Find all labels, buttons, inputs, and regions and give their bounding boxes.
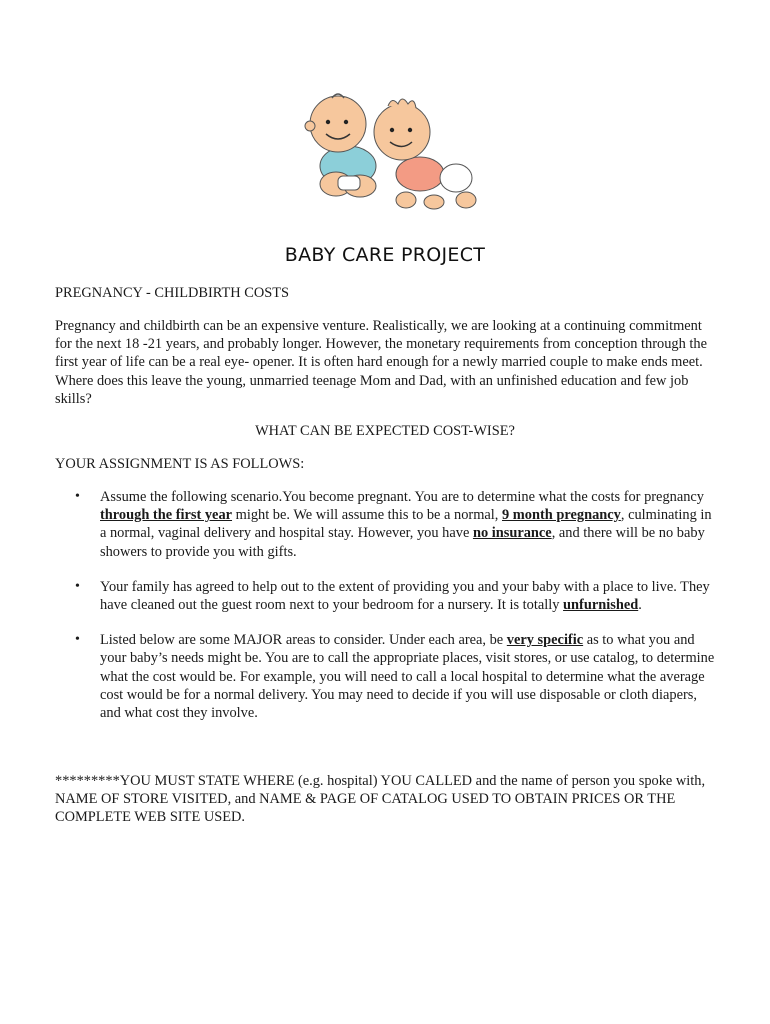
bullet1-text: , culminating in a normal, vaginal delivery and hospital stay. However, you have [100,507,712,542]
requirement-note: *********YOU MUST STATE WHERE (e.g. hospital) YOU CALLED and the name of person you spoke with, NAME OF STORE VISITED, and NAME & PAGE OF CATALOG USED TO OBTAIN PRICES OR THE COMPLETE WEB SITE USED. [55,773,706,826]
bullet1-text: might be. We will assume this to be a normal, [232,507,502,524]
bullet2-text: . [638,597,642,614]
emphasis-no-insurance: no insurance [472,525,552,542]
section-subtitle: PREGNANCY - CHILDBIRTH COSTS [55,285,290,301]
bullet2-text: Your family has agreed to help out to the extent of providing you and your baby with a place to live. They have cleaned out the guest room next to your bedroom for a nursery. It is totally [100,578,710,614]
bullet1-text: Assume the following scenario.You become pregnant. You are to determine what the costs for pregnancy [100,489,704,505]
emphasis-unfurnished: unfurnished [563,597,639,614]
assignment-heading: YOUR ASSIGNMENT IS AS FOLLOWS: [55,456,305,472]
baby-girl-icon [374,99,476,209]
bullet3-text: as to what you and your baby’s needs might be. You are to call the appropriate places, visit stores, or use catalog, to determine what the cost would be. For example, you will need to call a local hospital to determine what the average cost would be for a normal delivery. You may need to decide if you will use disposable or cloth diapers, and what cost they involve. [100,632,715,722]
list-item [55,488,720,561]
intro-paragraph: Pregnancy and childbirth can be an expensive venture. Realistically, we are looking at a continuing commitment for the next 18 -21 years, and probably longer. However, the monetary requirements from conception through the first year of life can be a real eye- opener. It is often hard enough for a newly married couple to make ends meet. Where does this leave the young, unmarried teenage Mom and Dad, with an unfinished education and few job skills? [55,318,707,407]
question-heading: WHAT CAN BE EXPECTED COST-WISE? [255,423,515,439]
bullet3-text: Listed below are some MAJOR areas to consider. Under each area, be [100,632,507,649]
bullet-icon: • [75,632,80,648]
assignment-list [55,488,720,739]
emphasis-nine-month: 9 month pregnancy [502,507,621,524]
bullet-icon: • [75,489,80,504]
list-item [55,578,720,614]
emphasis-very-specific: very specific [506,632,584,649]
babies-illustration [288,88,484,218]
page-title: BABY CARE PROJECT [284,244,486,266]
baby-boy-icon [305,94,376,197]
bullet-icon: • [75,578,80,594]
list-item [55,631,720,722]
bullet1-text: , and there will be no baby showers to provide you with gifts. [100,525,705,560]
emphasis-first-year: through the first year [100,507,233,524]
